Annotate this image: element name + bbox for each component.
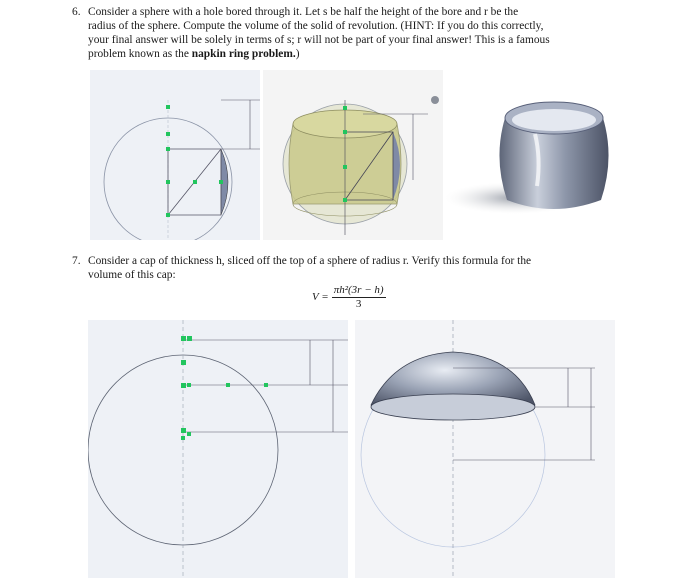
problem-7-text-1: Consider a cap of thickness h, sliced off the top of a sphere of radius r. Verify this formula for the	[88, 255, 532, 267]
problem-6-text-1: Consider a sphere with a hole bored through it. Let s be half the height of the bore and r be the	[88, 6, 519, 18]
problem-7-line-1	[72, 254, 632, 268]
problem-6-line-4	[72, 47, 632, 61]
problem-6-line-2: radius of the sphere. Compute the volume of the solid of revolution. (HINT: If you do this correctly,	[88, 20, 544, 32]
napkin-ring-transparent-figure	[263, 70, 443, 240]
problem-6-close-paren: )	[295, 48, 300, 60]
problem-6-number: 6.	[72, 6, 81, 18]
problem-6-line-1	[72, 5, 632, 19]
cap-volume-formula	[312, 284, 386, 310]
problem-6-line-3: your final answer will be solely in terms of s; r will not be part of your final answer! This is a famous	[88, 34, 550, 46]
napkin-sketch-figure	[90, 70, 260, 240]
problem-7-number: 7.	[72, 255, 81, 267]
problem-6-text-4: problem known as the	[88, 48, 192, 60]
formula-fraction	[332, 284, 386, 310]
formula-numerator: πh²(3r − h)	[333, 284, 384, 296]
problem-6	[72, 5, 632, 61]
napkin-ring-term: napkin ring problem.	[191, 48, 296, 60]
problem-7-line-2: volume of this cap:	[88, 269, 176, 281]
cap-sketch-figure	[88, 320, 348, 578]
cap-solid-figure	[355, 320, 615, 578]
napkin-ring-solid-figure	[445, 70, 615, 240]
formula-lhs: V =	[312, 291, 329, 303]
formula-denominator: 3	[355, 298, 362, 310]
problem-7	[72, 254, 632, 282]
